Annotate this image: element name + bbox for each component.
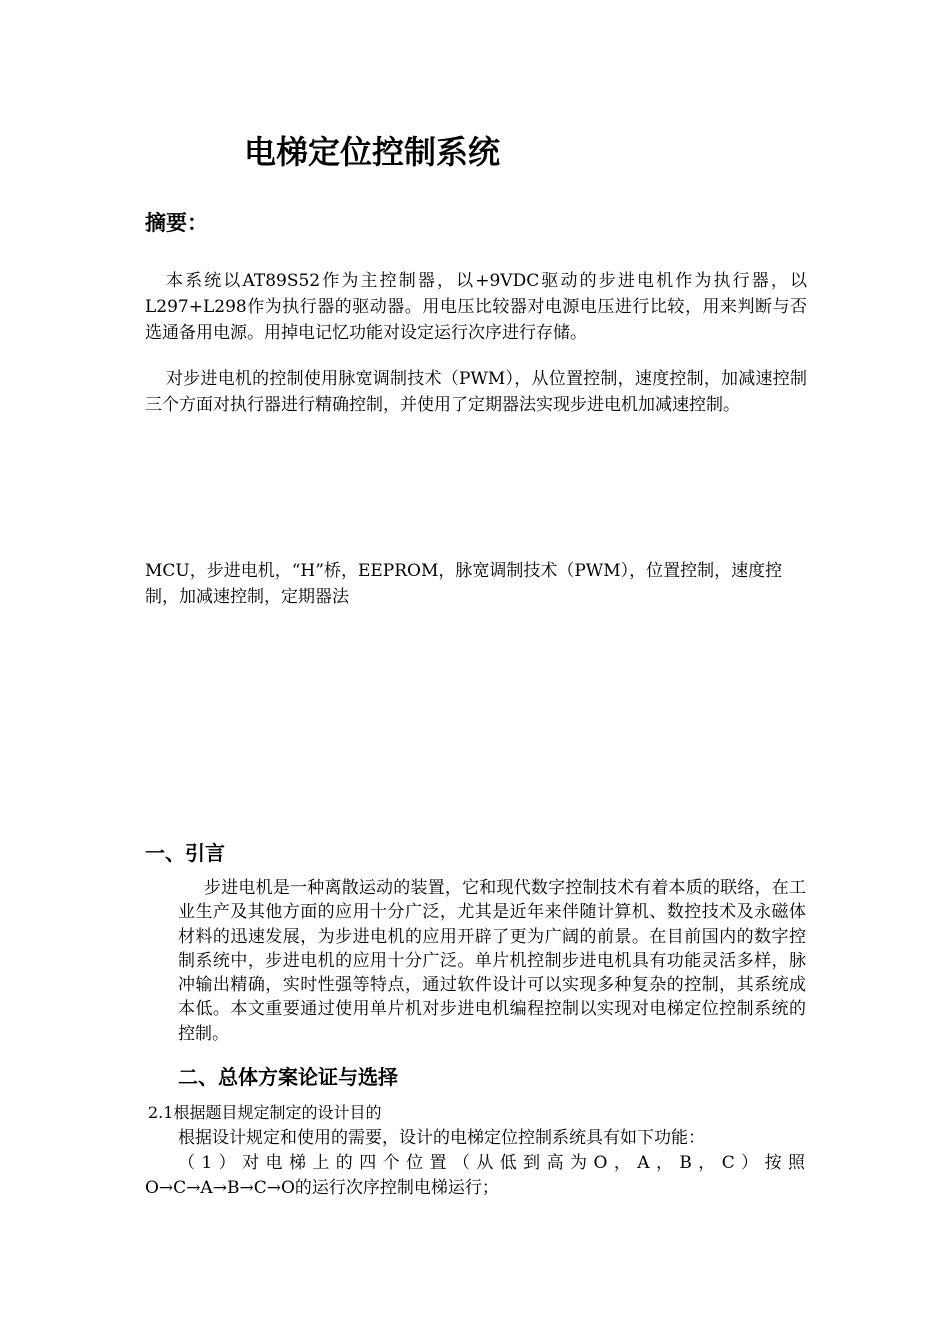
function-item-1-line-1: （1）对电梯上的四个位置（从低到高为O，A，B，C）按照 [178,1153,807,1173]
section-heading-introduction: 一、引言 [145,841,225,865]
keywords: MCU，步进电机，“H”桥，EEPROM，脉宽调制技术（PWM），位置控制，速度控制，加减速控制，定期器法 [145,561,783,607]
abstract-heading: 摘要： [145,211,208,235]
introduction-paragraph: 步进电机是一种离散运动的装置，它和现代数字控制技术有着本质的联络，在工业生产及其他方面的应用十分广泛，尤其是近年来伴随计算机、数控技术及永磁体材料的迅速发展，为步进电机的应用开辟了更为广阔的前景。在目前国内的数字控制系统中，步进电机的应用十分广泛。单片机控制步进电机具有功能灵活多样，脉冲输出精确，实时性强等特点，通过软件设计可以实现多种复杂的控制，其系统成本低。本文重要通过使用单片机对步进电机编程控制以实现对电梯定位控制系统的控制。 [178,878,806,1044]
subsection-heading-design-goals: 2.1根据题目规定制定的设计目的 [148,1103,382,1122]
function-item-1-line-2: O→C→A→B→C→O的运行次序控制电梯运行； [145,1178,499,1198]
section-heading-overall-scheme: 二、总体方案论证与选择 [178,1065,398,1089]
abstract-paragraph-2: 对步进电机的控制使用脉宽调制技术（PWM），从位置控制，速度控制，加减速控制三个方面对执行器进行精确控制，并使用了定期器法实现步进电机加减速控制。 [145,369,807,415]
document-title: 电梯定位控制系统 [244,133,501,171]
subsection-text: 根据设计规定和使用的需要，设计的电梯定位控制系统具有如下功能： [178,1128,705,1148]
abstract-paragraph-1: 本系统以AT89S52作为主控制器，以+9VDC驱动的步进电机作为执行器，以L297+L298作为执行器的驱动器。用电压比较器对电源电压进行比较，用来判断与否选通备用电源。用掉电记忆功能对设定运行次序进行存储。 [145,271,807,343]
function-item-1 [145,1151,807,1201]
